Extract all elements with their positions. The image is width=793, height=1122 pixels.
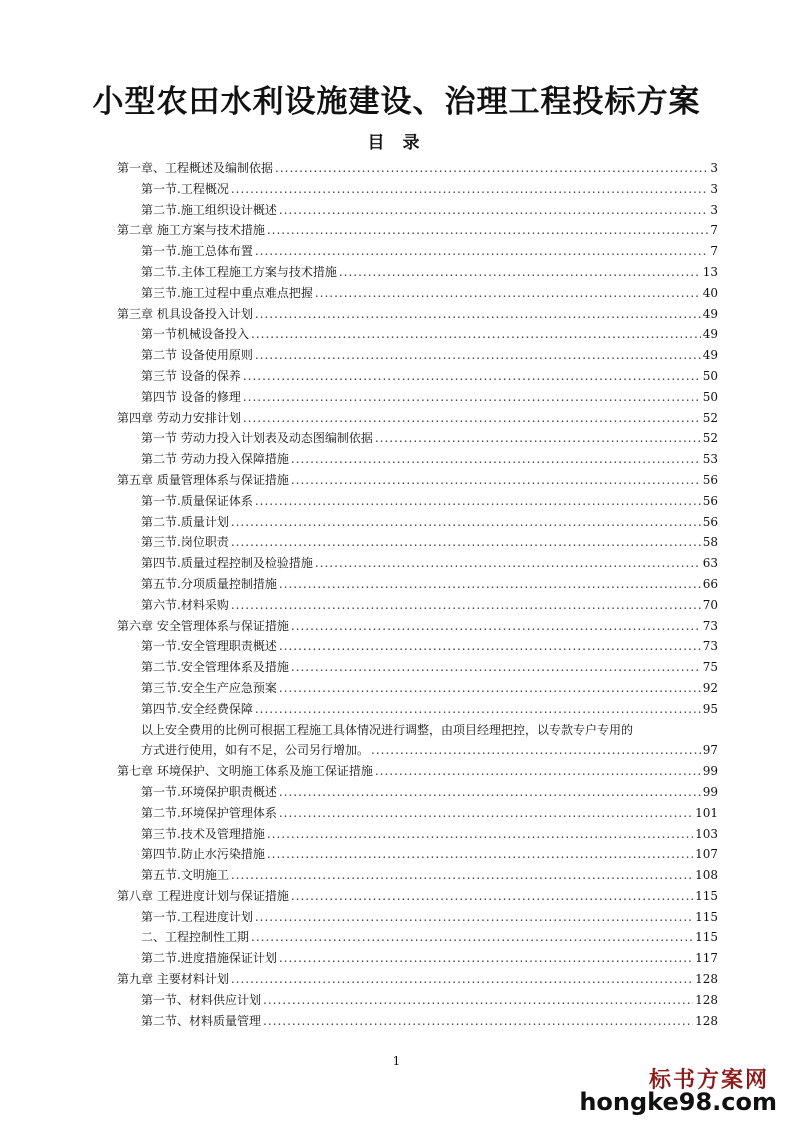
dot-leader: [255, 241, 709, 262]
toc-section[interactable]: 二、工程控制性工期 ..... 115: [117, 927, 718, 948]
dot-leader: [279, 782, 701, 803]
dot-leader: [275, 158, 708, 179]
toc-chapter-8[interactable]: 第八章 工程进度计划与保证措施 ..... 115: [117, 886, 718, 907]
dot-leader: [371, 740, 701, 761]
dot-leader: [279, 574, 701, 595]
toc-section[interactable]: 第一节.施工总体布置 ..... 7: [117, 241, 718, 262]
toc-section[interactable]: 第三节.安全生产应急预案 ..... 92: [117, 678, 718, 699]
dot-leader: [231, 532, 701, 553]
toc-section[interactable]: 第二节.主体工程施工方案与技术措施 ..... 13: [117, 262, 718, 283]
toc-chapter-2[interactable]: 第二章 施工方案与技术措施 ..... 7: [117, 220, 718, 241]
dot-leader: [263, 1011, 693, 1032]
toc-section[interactable]: 第五节.文明施工 ..... 108: [117, 865, 718, 886]
dot-leader: [231, 179, 709, 200]
toc-section[interactable]: 第六节.材料采购 ..... 70: [117, 595, 718, 616]
dot-leader: [291, 449, 701, 470]
toc-section[interactable]: 第一节机械设备投入 ..... 49: [117, 324, 718, 345]
dot-leader: [243, 366, 701, 387]
watermark-logo-text: 标书方案网: [648, 1068, 769, 1093]
toc-section[interactable]: 第一节.工程概况 ..... 3: [117, 179, 718, 200]
toc-heading: 目 录: [367, 133, 426, 153]
toc-note-line: 以上安全费用的比例可根据工程施工具体情况进行调整，由项目经理把控，以专款专户专用的: [141, 722, 634, 737]
toc-section[interactable]: 第一节.安全管理职责概述 ..... 73: [117, 636, 718, 657]
toc-section[interactable]: 第四节.安全经费保障 ..... 95: [117, 699, 718, 720]
toc-chapter-9[interactable]: 第九章 主要材料计划 ..... 128: [117, 969, 718, 990]
toc-note-entry[interactable]: 方式进行使用，如有不足，公司另行增加。 ..... 97: [117, 740, 718, 761]
dot-leader: [231, 865, 693, 886]
dot-leader: [375, 428, 701, 449]
dot-leader: [267, 844, 693, 865]
toc-section[interactable]: 第二节 劳动力投入保障措施 ..... 53: [117, 449, 718, 470]
toc-section[interactable]: 第一节 劳动力投入计划表及动态图编制依据 ..... 52: [117, 428, 718, 449]
toc-section[interactable]: 第四节 设备的修理 ..... 50: [117, 387, 718, 408]
dot-leader: [267, 824, 693, 845]
dot-leader: [231, 595, 701, 616]
dot-leader: [291, 657, 701, 678]
dot-leader: [291, 616, 701, 637]
toc-section[interactable]: 第一节.环境保护职责概述 ..... 99: [117, 782, 718, 803]
dot-leader: [231, 969, 693, 990]
dot-leader: [251, 927, 693, 948]
dot-leader: [255, 907, 693, 928]
toc-section[interactable]: 第二节、材料质量管理 ..... 128: [117, 1011, 718, 1032]
dot-leader: [243, 408, 701, 429]
toc-section[interactable]: 第三节.技术及管理措施 ..... 103: [117, 824, 718, 845]
toc-section[interactable]: 第二节.安全管理体系及措施 ..... 75: [117, 657, 718, 678]
toc-section[interactable]: 第三节.施工过程中重点难点把握 ..... 40: [117, 283, 718, 304]
dot-leader: [255, 345, 701, 366]
page-number: 1: [392, 1054, 401, 1068]
toc-section[interactable]: 第一节.质量保证体系 ..... 56: [117, 491, 718, 512]
dot-leader: [267, 220, 709, 241]
dot-leader: [279, 636, 701, 657]
toc-section[interactable]: 第一节.工程进度计划 ..... 115: [117, 907, 718, 928]
dot-leader: [279, 200, 709, 221]
toc-section[interactable]: 第三节.岗位职责 ..... 58: [117, 532, 718, 553]
dot-leader: [251, 324, 701, 345]
toc-section[interactable]: 第一节、材料供应计划 ..... 128: [117, 990, 718, 1011]
dot-leader: [231, 512, 701, 533]
dot-leader: [375, 761, 701, 782]
dot-leader: [279, 803, 693, 824]
table-of-contents: [117, 158, 718, 1031]
watermark-url: hongke98.com: [579, 1088, 777, 1116]
dot-leader: [263, 990, 693, 1011]
toc-section[interactable]: 第四节.质量过程控制及检验措施 ..... 63: [117, 553, 718, 574]
dot-leader: [315, 283, 701, 304]
toc-chapter-7[interactable]: 第七章 环境保护、文明施工体系及施工保证措施 ..... 99: [117, 761, 718, 782]
dot-leader: [291, 886, 693, 907]
dot-leader: [255, 491, 701, 512]
toc-section[interactable]: 第二节.施工组织设计概述 ..... 3: [117, 200, 718, 221]
document-title: 小型农田水利设施建设、治理工程投标方案: [92, 84, 701, 120]
toc-section[interactable]: 第二节.进度措施保证计划 ..... 117: [117, 948, 718, 969]
toc-section[interactable]: 第二节.环境保护管理体系 ..... 101: [117, 803, 718, 824]
dot-leader: [291, 470, 701, 491]
dot-leader: [243, 387, 701, 408]
dot-leader: [255, 304, 701, 325]
dot-leader: [279, 678, 701, 699]
toc-section[interactable]: 第二节.质量计划 ..... 56: [117, 512, 718, 533]
dot-leader: [339, 262, 701, 283]
toc-chapter-3[interactable]: 第三章 机具设备投入计划 ..... 49: [117, 304, 718, 325]
toc-chapter-5[interactable]: 第五章 质量管理体系与保证措施 ..... 56: [117, 470, 718, 491]
dot-leader: [315, 553, 701, 574]
dot-leader: [255, 699, 701, 720]
toc-chapter-1[interactable]: 第一章、工程概述及编制依据 ..... 3: [117, 158, 718, 179]
toc-chapter-6[interactable]: 第六章 安全管理体系与保证措施 ..... 73: [117, 616, 718, 637]
dot-leader: [279, 948, 693, 969]
toc-section[interactable]: 第二节 设备使用原则 ..... 49: [117, 345, 718, 366]
toc-section[interactable]: 第三节 设备的保养 ..... 50: [117, 366, 718, 387]
toc-section[interactable]: 第四节.防止水污染措施 ..... 107: [117, 844, 718, 865]
toc-section[interactable]: 第五节.分项质量控制措施 ..... 66: [117, 574, 718, 595]
toc-chapter-4[interactable]: 第四章 劳动力安排计划 ..... 52: [117, 408, 718, 429]
